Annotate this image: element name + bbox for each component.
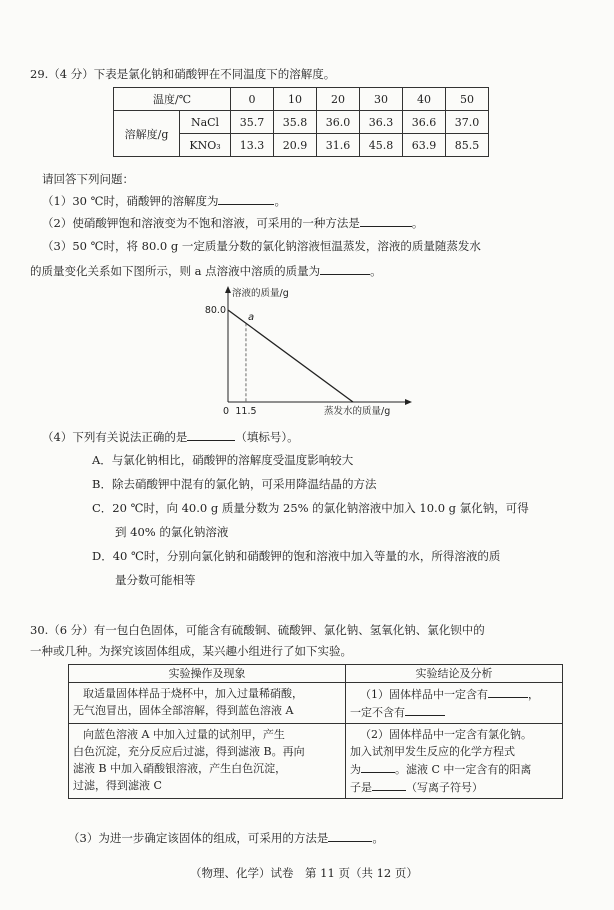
conclusion-text: （1）固体样品中一定含有 <box>360 688 488 701</box>
option-b: B．除去硝酸钾中混有的氯化钠，可采用降温结晶的方法 <box>92 477 377 491</box>
answer-blank[interactable] <box>218 192 274 205</box>
text-line <box>350 760 558 778</box>
q29-part3-text: 的质量变化关系如下图所示，则 a 点溶液中溶质的质量为 <box>30 264 321 278</box>
option-c-line1: C．20 ℃时，向 40.0 g 质量分数为 25% 的氯化钠溶液中加入 10.0 g 氯化钠，可得 <box>92 501 529 515</box>
punct: 。 <box>274 194 286 208</box>
q29-prompt: 请回答下列问题： <box>42 172 134 186</box>
col-header-conclusion: 实验结论及分析 <box>346 665 563 683</box>
table-cell: 20.9 <box>274 134 317 157</box>
substance-kno3: KNO₃ <box>180 134 231 157</box>
table-cell: 13.3 <box>231 134 274 157</box>
conclusion-text: 一定不含有 <box>350 706 405 719</box>
punct: 。 <box>411 216 424 230</box>
q30-title-line1: 30.（6 分）有一包白色固体，可能含有硫酸铜、硫酸钾、氯化钠、氢氧化钠、氯化钡中的 <box>30 623 485 637</box>
punct: 。 <box>372 831 384 845</box>
temp-cell: 10 <box>274 88 317 111</box>
text-line: 过滤，得到滤液 C <box>73 779 162 792</box>
data-line <box>228 310 353 402</box>
experiment-table <box>68 664 563 799</box>
table-cell: 37.0 <box>446 111 489 134</box>
y-axis-arrow <box>225 286 231 293</box>
q30-part3-text: （3）为进一步确定该固体的组成，可采用的方法是 <box>68 831 329 845</box>
text-line: （2）固体样品中一定含有氯化钠。 <box>360 728 532 741</box>
temp-cell: 50 <box>446 88 489 111</box>
q29-part3-line2 <box>30 262 382 279</box>
solubility-table <box>113 87 489 157</box>
answer-blank[interactable] <box>488 685 528 698</box>
x-axis-arrow <box>405 399 412 405</box>
substance-nacl: NaCl <box>180 111 231 134</box>
answer-blank[interactable] <box>320 262 370 275</box>
table-cell: 36.0 <box>317 111 360 134</box>
text-line: 无气泡冒出，固体全部溶解，得到蓝色溶液 A <box>73 704 294 717</box>
punct: 。 <box>370 264 382 278</box>
q29-part4-text: （4）下列有关说法正确的是 <box>42 430 188 444</box>
option-a: A．与氯化钠相比，硝酸钾的溶解度受温度影响较大 <box>92 453 354 467</box>
row2-conclusion <box>346 724 563 799</box>
punct: ， <box>528 688 539 701</box>
temp-cell: 30 <box>360 88 403 111</box>
table-cell: 63.9 <box>403 134 446 157</box>
row1-conclusion <box>346 683 563 724</box>
answer-blank[interactable] <box>361 760 395 773</box>
option-d-line2: 量分数可能相等 <box>115 573 196 587</box>
text-line <box>350 685 558 703</box>
evaporation-chart <box>190 284 420 426</box>
x-axis-label: 蒸发水的质量/g <box>324 406 391 417</box>
conclusion-text: 。滤液 C 中一定含有的阳离 <box>395 763 532 776</box>
answer-blank[interactable] <box>372 778 406 791</box>
col-header-operation: 实验操作及现象 <box>69 665 346 683</box>
answer-blank[interactable] <box>328 829 372 842</box>
table-cell: 36.6 <box>403 111 446 134</box>
text-line: 向蓝色溶液 A 中加入过量的试剂甲，产生 <box>83 728 285 741</box>
answer-blank[interactable] <box>405 703 445 716</box>
text-line: 滤液 B 中加入硝酸银溶液，产生白色沉淀， <box>73 762 287 775</box>
text-line: 加入试剂甲发生反应的化学方程式 <box>350 745 515 758</box>
table-cell: 85.5 <box>446 134 489 157</box>
answer-blank[interactable] <box>187 428 235 441</box>
option-d-line1: D．40 ℃时，分别向氯化钠和硝酸钾的饱和溶液中加入等量的水，所得溶液的质 <box>92 549 501 563</box>
temp-header: 温度/℃ <box>114 88 231 111</box>
answer-blank[interactable] <box>360 214 412 227</box>
conclusion-text: （写离子符号） <box>406 781 483 794</box>
q30-title-line2: 一种或几种。为探究该固体组成，某兴趣小组进行了如下实验。 <box>30 644 352 658</box>
q29-part1-text: （1）30 ℃时，硝酸钾的溶解度为 <box>42 194 219 208</box>
temp-cell: 0 <box>231 88 274 111</box>
option-c-line2: 到 40% 的氯化钠溶液 <box>115 525 229 539</box>
q29-part3-line1: （3）50 ℃时，将 80.0 g 一定质量分数的氯化钠溶液恒温蒸发，溶液的质量随蒸发水 <box>42 239 481 253</box>
solubility-header: 溶解度/g <box>114 111 180 157</box>
origin-label: 0 <box>223 406 230 417</box>
q29-part2-text: （2）使硝酸钾饱和溶液变为不饱和溶液，可采用的一种方法是 <box>42 216 360 230</box>
row2-operation <box>69 724 346 799</box>
text-line: 白色沉淀，充分反应后过滤，得到滤液 B。再向 <box>73 745 305 758</box>
text-line: 取适量固体样品于烧杯中，加入过量稀硝酸， <box>83 687 303 700</box>
q29-part1 <box>42 192 286 209</box>
table-cell: 45.8 <box>360 134 403 157</box>
q29-part4 <box>42 428 299 445</box>
y-tick-label: 80.0 <box>204 305 226 316</box>
page-footer: （物理、化学）试卷 第 11 页（共 12 页） <box>190 866 418 880</box>
q29-part2 <box>42 214 423 231</box>
text-line <box>350 778 558 796</box>
temp-cell: 20 <box>317 88 360 111</box>
point-label-a: a <box>247 312 255 324</box>
q30-part3 <box>68 829 384 846</box>
y-axis-label: 溶液的质量/g <box>232 288 289 299</box>
q29-part4-end: （填标号）。 <box>235 430 299 444</box>
q29-title: 29.（4 分）下表是氯化钠和硝酸钾在不同温度下的溶解度。 <box>30 67 336 81</box>
text-line <box>350 703 558 721</box>
row1-operation <box>69 683 346 724</box>
conclusion-text: 为 <box>350 763 361 776</box>
table-cell: 36.3 <box>360 111 403 134</box>
conclusion-text: 子是 <box>350 781 372 794</box>
x-tick-label: 11.5 <box>235 406 257 417</box>
table-cell: 35.8 <box>274 111 317 134</box>
table-cell: 31.6 <box>317 134 360 157</box>
table-cell: 35.7 <box>231 111 274 134</box>
temp-cell: 40 <box>403 88 446 111</box>
